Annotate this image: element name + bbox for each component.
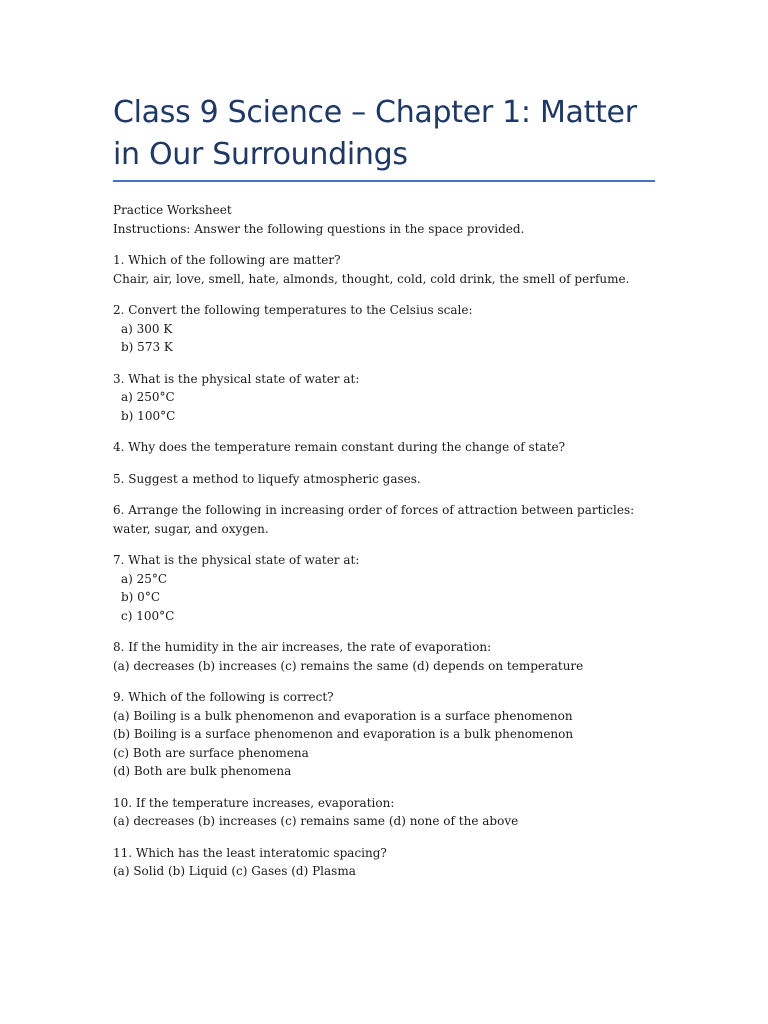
question-line: (d) Both are bulk phenomena [113,764,292,778]
question-8 [113,638,658,675]
question-option: a) 300 K [121,321,173,336]
question-2 [113,301,658,357]
question-option: b) 573 K [121,340,173,354]
question-10 [113,794,658,831]
question-option: b) 100°C [121,408,176,423]
instructions-text: Instructions: Answer the following questions in the space provided. [113,221,525,236]
question-text: 1. Which of the following are matter? [113,253,341,267]
question-4 [113,438,658,457]
question-9 [113,688,658,781]
title-underline [113,180,655,182]
question-option: b) 0°C [121,590,160,604]
question-text: 11. Which has the least interatomic spacing? [113,845,387,860]
question-line: (a) decreases (b) increases (c) remains same (d) none of the above [113,814,519,828]
question-line: (a) Solid (b) Liquid (c) Gases (d) Plasma [113,864,356,878]
question-text: 9. Which of the following is correct? [113,690,334,704]
question-7 [113,551,658,625]
question-line: (c) Both are surface phenomena [113,745,309,760]
question-5 [113,470,658,489]
question-option: c) 100°C [121,608,175,623]
question-text: 2. Convert the following temperatures to the Celsius scale: [113,303,473,317]
question-line: (a) Boiling is a bulk phenomenon and evaporation is a surface phenomenon [113,708,573,723]
worksheet-subtitle: Practice Worksheet [113,203,232,217]
question-option: a) 250°C [121,390,175,404]
question-11 [113,844,658,881]
question-text: 3. What is the physical state of water at: [113,371,360,386]
question-6 [113,501,658,538]
question-line: Chair, air, love, smell, hate, almonds, thought, cold, cold drink, the smell of perfume. [113,271,630,286]
worksheet-body [113,201,658,894]
page-title: Class 9 Science – Chapter 1: Matter in Our Surroundings [113,95,637,172]
question-line: (a) decreases (b) increases (c) remains the same (d) depends on temperature [113,658,584,673]
question-text: 8. If the humidity in the air increases, the rate of evaporation: [113,640,492,654]
question-text: 10. If the temperature increases, evaporation: [113,795,395,810]
question-text: 6. Arrange the following in increasing order of forces of attraction between particles: water, sugar, and oxygen. [113,503,635,536]
question-text: 7. What is the physical state of water at: [113,553,360,567]
question-1 [113,251,658,288]
question-3 [113,370,658,426]
question-text: 4. Why does the temperature remain constant during the change of state? [113,440,566,454]
question-line: (b) Boiling is a surface phenomenon and evaporation is a bulk phenomenon [113,727,574,741]
question-option: a) 25°C [121,571,168,586]
question-text: 5. Suggest a method to liquefy atmospheric gases. [113,471,421,486]
intro-block [113,201,658,238]
